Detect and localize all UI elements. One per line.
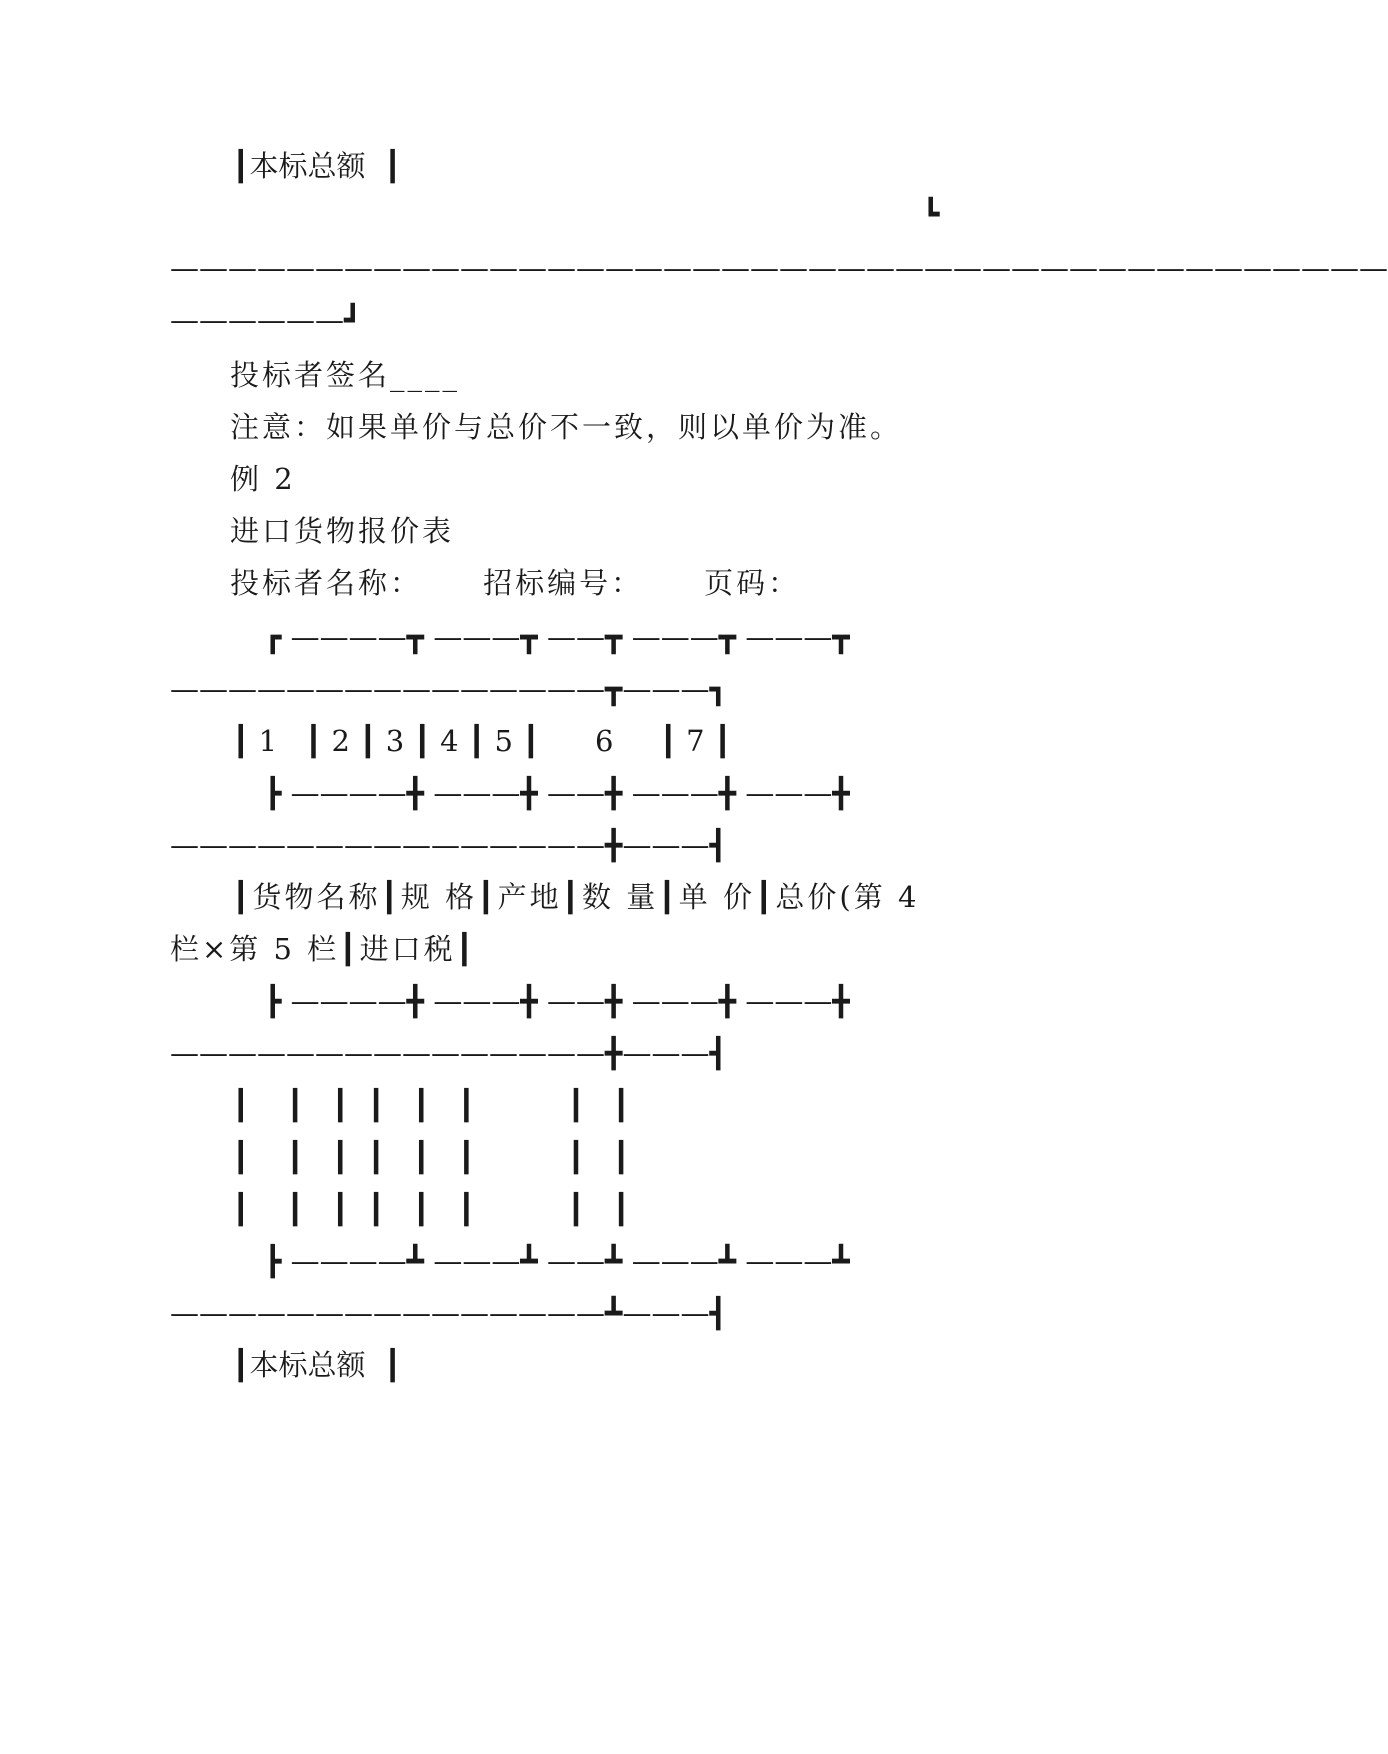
table-divider: ┣ ————╋ ———╋ ——╋ ———╋ ———╋ bbox=[264, 776, 850, 810]
bidder-signature-line: 投标者签名____ bbox=[230, 358, 461, 392]
table-empty-row: ┃ ┃ ┃ ┃ ┃ ┃ ┃ ┃ bbox=[232, 1140, 630, 1174]
price-note: 注意：如果单价与总价不一致，则以单价为准。 bbox=[230, 410, 903, 444]
table-total-row: ┃本标总额 ┃ bbox=[232, 149, 402, 183]
table-top-border-cont: ———————————————┳———┓ bbox=[170, 672, 727, 706]
table-total-row: ┃本标总额 ┃ bbox=[232, 1348, 402, 1382]
table-column-numbers: ┃ 1 ┃ 2 ┃ 3 ┃ 4 ┃ 5 ┃ 6 ┃ 7 ┃ bbox=[232, 724, 732, 758]
table-column-headers: ┃货物名称┃规 格┃产地┃数 量┃单 价┃总价(第 4 bbox=[232, 880, 920, 914]
example-heading: 例 2 bbox=[230, 462, 296, 496]
table-column-headers-cont: 栏×第 5 栏┃进口税┃ bbox=[170, 932, 477, 966]
table-header-info: 投标者名称： 招标编号： 页码： bbox=[230, 566, 801, 600]
table-corner-bottom-left: ┗ bbox=[922, 197, 940, 231]
table-top-border: ┏ ————┳ ———┳ ——┳ ———┳ ———┳ bbox=[264, 620, 850, 654]
table-divider-cont: ———————————————╋———┫ bbox=[170, 828, 727, 862]
table-bottom-border-line: —————————————————————————————————————————— bbox=[170, 251, 1388, 285]
table-divider-cont: ———————————————╋———┫ bbox=[170, 1036, 727, 1070]
table-empty-row: ┃ ┃ ┃ ┃ ┃ ┃ ┃ ┃ bbox=[232, 1192, 630, 1226]
table-empty-row: ┃ ┃ ┃ ┃ ┃ ┃ ┃ ┃ bbox=[232, 1088, 630, 1122]
table-divider: ┣ ————╋ ———╋ ——╋ ———╋ ———╋ bbox=[264, 984, 850, 1018]
table-bottom-border-end: ——————┛ bbox=[170, 303, 362, 337]
table-bottom-divider-cont: ———————————————┻———┫ bbox=[170, 1296, 727, 1330]
table-title: 进口货物报价表 bbox=[230, 514, 455, 548]
table-bottom-divider: ┣ ————┻ ———┻ ——┻ ———┻ ———┻ bbox=[264, 1244, 850, 1278]
